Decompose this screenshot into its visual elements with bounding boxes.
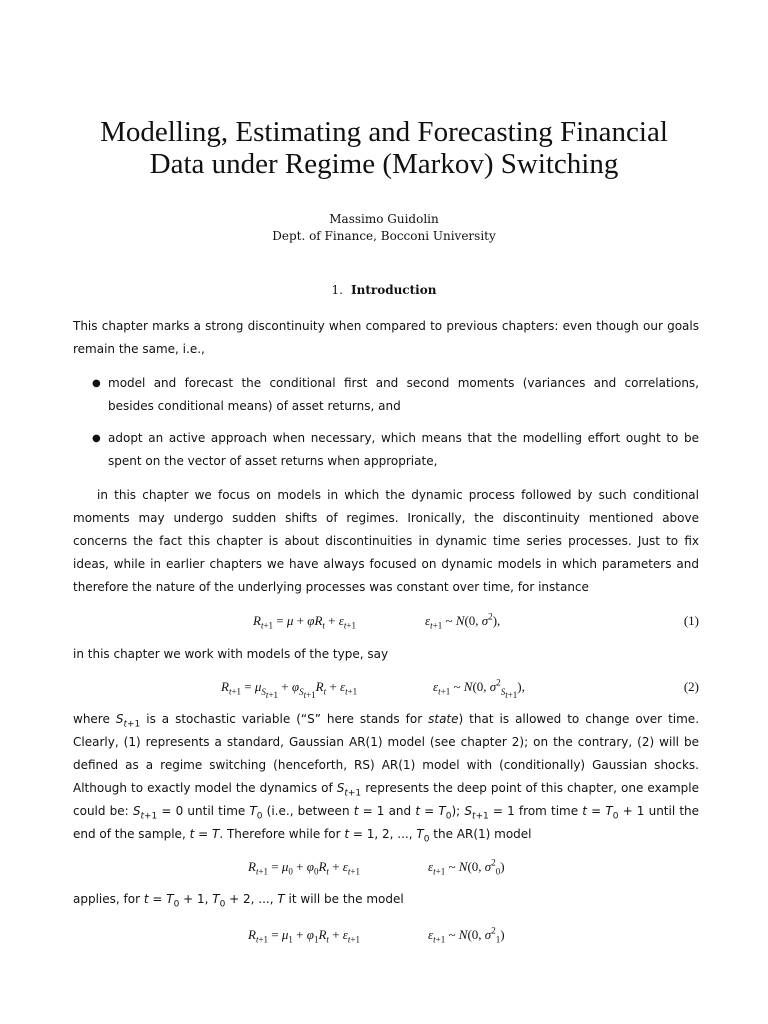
paper-title xyxy=(40,116,728,180)
equation-number: (2) xyxy=(683,679,699,694)
bullet-icon: ● xyxy=(92,378,101,389)
list-item-text: adopt an active approach when necessary, which means that the modelling effort ought to be spent on the vector of asset returns when appropriate, xyxy=(108,431,699,468)
author-affiliation: Dept. of Finance, Bocconi University xyxy=(272,229,496,243)
equation-1: $R_{t+1} = \mu + \varphi R_t + \varepsilon_{t+1}$ $\varepsilon_{t+1}$ ~ N(0, $\sigma^2$), (1) xyxy=(73,609,699,633)
equation-regime-1: $R_{t+1} = \mu_1 + \varphi_1R_t + \varepsilon_{t+1}$ $\varepsilon_{t+1}$ ~ N(0, $\sigma^2_1$) xyxy=(248,925,505,945)
paragraph-regime-switching: where $S_{t+1}$ is a stochastic variable (“S” here stands for state) that is allowed to change over time. Clearly, (1) represents a standard, Gaussian AR(1) model (see chapter 2); on the contrary, (2) will be defined as a regime switching (henceforth, RS) AR(1) model with (conditionally) Gaussian shocks. Although to exactly model the dynamics of $S_{t+1}$ represents the deep point of this chapter, one example could be: $S_{t+1} = 0$ until time $T_0$ (i.e., between t = 1 and $t = T_0$); $S_{t+1} = 1$ from time $t = T_0 + 1$ until the end of the sample, t = T. Therefore while for t = 1, 2, ..., $T_0$ the AR(1) model xyxy=(73,712,700,845)
equation-number: (1) xyxy=(683,613,699,628)
paragraph-intro: This chapter marks a strong discontinuity when compared to previous chapters: even though our goals remain the same, i.e., xyxy=(73,319,699,356)
goals-list xyxy=(73,372,699,473)
title-line-2: Data under Regime (Markov) Switching xyxy=(149,148,619,180)
bullet-icon: ● xyxy=(92,433,101,444)
list-item xyxy=(73,427,699,473)
list-item xyxy=(73,372,699,418)
list-item-text: model and forecast the conditional first and second moments (variances and correlations, besides conditional means) of asset returns, and xyxy=(108,376,699,413)
section-heading xyxy=(40,283,728,297)
author-block xyxy=(40,211,728,245)
equation-regime-0: $R_{t+1} = \mu_0 + \varphi_0R_t + \varepsilon_{t+1}$ $\varepsilon_{t+1}$ ~ N(0, $\sigma^2_0$) xyxy=(248,857,505,877)
paragraph-applies: applies, for $t = T_0 + 1$, $T_0 + 2$, ..., T it will be the model xyxy=(73,892,404,910)
section-number: 1. xyxy=(331,283,343,297)
title-line-1: Modelling, Estimating and Forecasting Financial xyxy=(100,116,668,148)
paragraph-motivation: in this chapter we focus on models in which the dynamic process followed by such conditional moments may undergo sudden shifts of regimes. Ironically, the discontinuity mentioned above concerns the fact this chapter is about discontinuities in dynamic time series processes. Just to fix ideas, while in earlier chapters we have always focused on dynamic models in which parameters and therefore the nature of the underlying processes was constant over time, for instance xyxy=(73,488,699,594)
section-title: Introduction xyxy=(350,283,437,297)
equation-2: $R_{t+1} = \mu_{S_{t+1}} + \varphi_{S_{t+1}}R_t + \varepsilon_{t+1}$ $\varepsilon_{t+1}$ ~ N(0, $\sigma^2_{S_{t+1}}$), (2) xyxy=(73,675,699,699)
paragraph-transition: in this chapter we work with models of the type, say xyxy=(73,647,389,661)
author-name: Massimo Guidolin xyxy=(329,212,439,226)
